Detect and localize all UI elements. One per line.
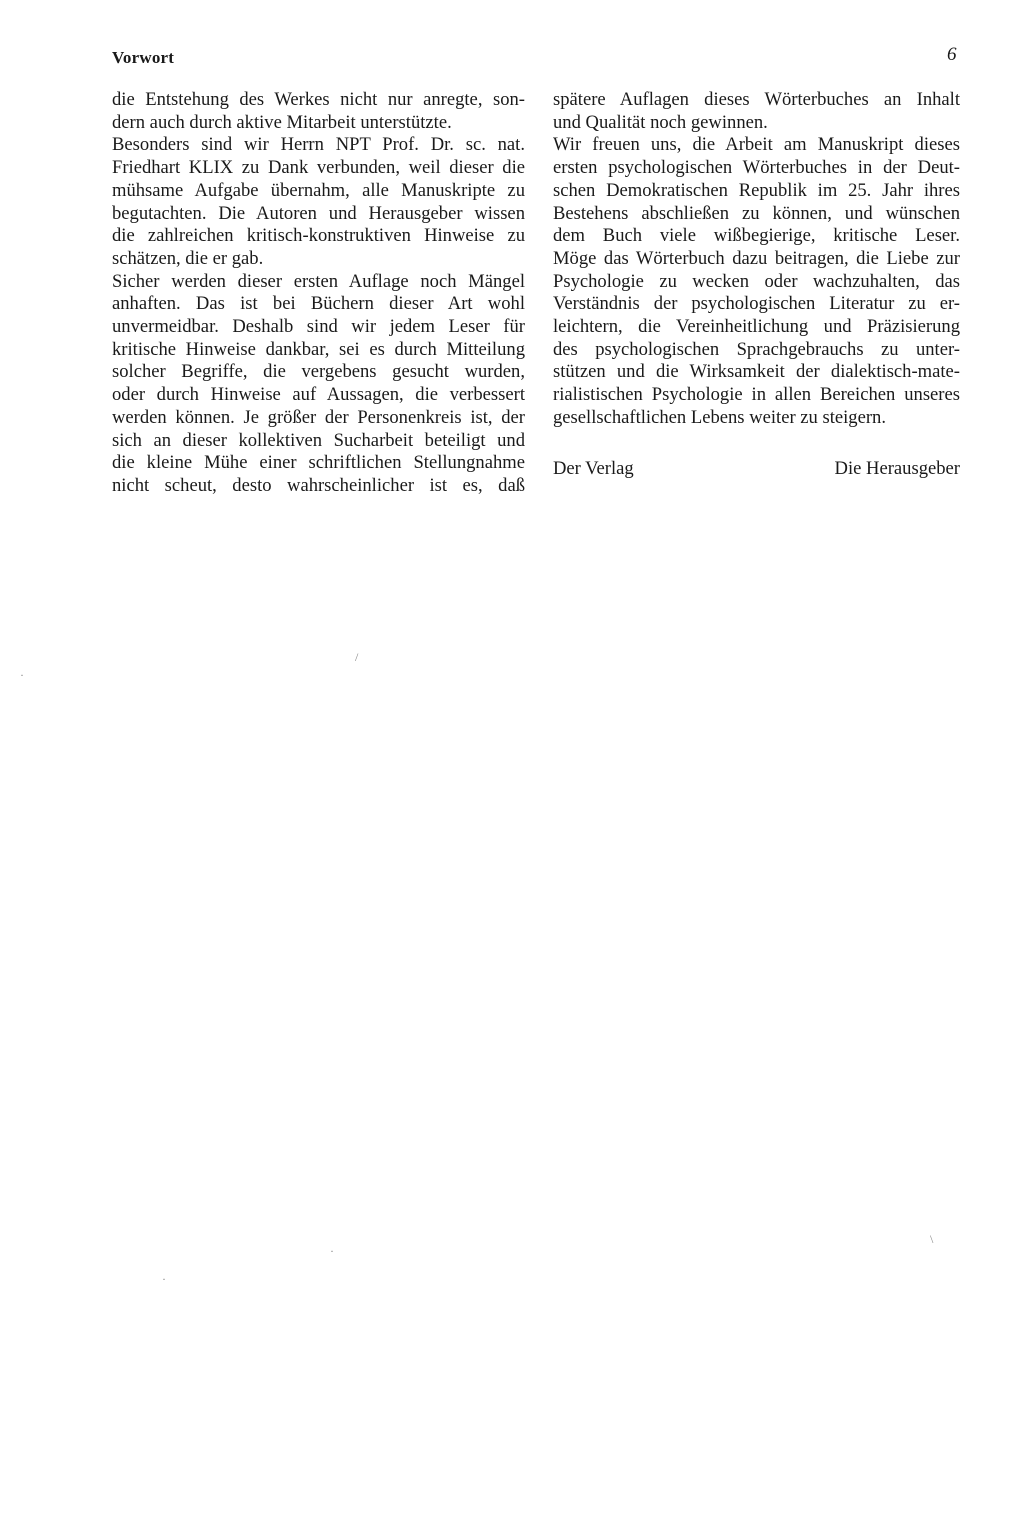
text-line: oder durch Hinweise auf Aussagen, die verbessert [112,384,525,406]
text-line: dem Buch viele wißbegierige, kritische Leser. [553,225,960,247]
text-line: die Entstehung des Werkes nicht nur anregte, son- [112,89,525,110]
text-line: schen Demokratischen Republik im 25. Jahr ihres [553,179,960,201]
text-line: Wir freuen uns, die Arbeit am Manuskript dieses [553,134,960,156]
text-line: und Qualität noch gewinnen. [553,111,768,133]
scan-speck: / [355,650,359,664]
right-column [553,89,960,430]
text-line: nicht scheut, desto wahrscheinlicher ist es, daß [112,474,525,496]
text-line: gesellschaftlichen Lebens weiter zu steigern. [553,406,886,428]
publisher-signature: Der Verlag [553,458,634,479]
text-line: spätere Auflagen dieses Wörterbuches an Inhalt [553,89,960,110]
text-line: stützen und die Wirksamkeit der dialektisch-mate- [553,361,960,383]
scan-speck: · [330,1244,334,1258]
scan-speck: \ [930,1232,934,1246]
signature-block [553,458,960,481]
text-line: kritische Hinweise dankbar, sei es durch Mitteilung [112,338,525,360]
editors-signature: Die Herausgeber [834,458,960,479]
text-line: die zahlreichen kritisch-konstruktiven Hinweise zu [112,225,525,247]
text-line: begutachten. Die Autoren und Herausgeber wissen [112,202,525,224]
text-line: rialistischen Psychologie in allen Bereichen unseres [553,384,960,406]
text-line: dern auch durch aktive Mitarbeit unterstützte. [112,111,452,133]
scan-speck: · [20,668,24,682]
page-title: Vorwort [112,48,175,67]
text-line: Verständnis der psychologischen Literatur zu er- [553,293,960,315]
text-line: mühsame Aufgabe übernahm, alle Manuskripte zu [112,179,525,201]
text-line: schätzen, die er gab. [112,247,264,269]
text-line: ersten psychologischen Wörterbuches in der Deut- [553,157,960,179]
text-line: Friedhart KLIX zu Dank verbunden, weil dieser die [112,157,525,179]
text-line: Bestehens abschließen zu können, und wünschen [553,202,960,224]
text-line: Möge das Wörterbuch dazu beitragen, die Liebe zur [553,247,960,269]
left-column [112,89,525,498]
text-line: leichtern, die Vereinheitlichung und Präzisierung [553,316,960,338]
text-line: die kleine Mühe einer schriftlichen Stellungnahme [112,452,525,474]
text-line: Besonders sind wir Herrn NPT Prof. Dr. sc. nat. [112,134,525,156]
scan-speck: · [162,1272,166,1286]
text-line: unvermeidbar. Deshalb sind wir jedem Leser für [112,316,525,338]
text-line: sich an dieser kollektiven Sucharbeit beteiligt und [112,429,525,451]
text-line: werden können. Je größer der Personenkreis ist, der [112,406,525,428]
text-line: solcher Begriffe, die vergebens gesucht wurden, [112,361,525,383]
text-line: Sicher werden dieser ersten Auflage noch Mängel [112,270,525,292]
page-number: 6 [947,44,957,65]
text-line: des psychologischen Sprachgebrauchs zu unter- [553,338,960,360]
text-line: anhaften. Das ist bei Büchern dieser Art wohl [112,293,525,315]
text-line: Psychologie zu wecken oder wachzuhalten, das [553,270,960,292]
